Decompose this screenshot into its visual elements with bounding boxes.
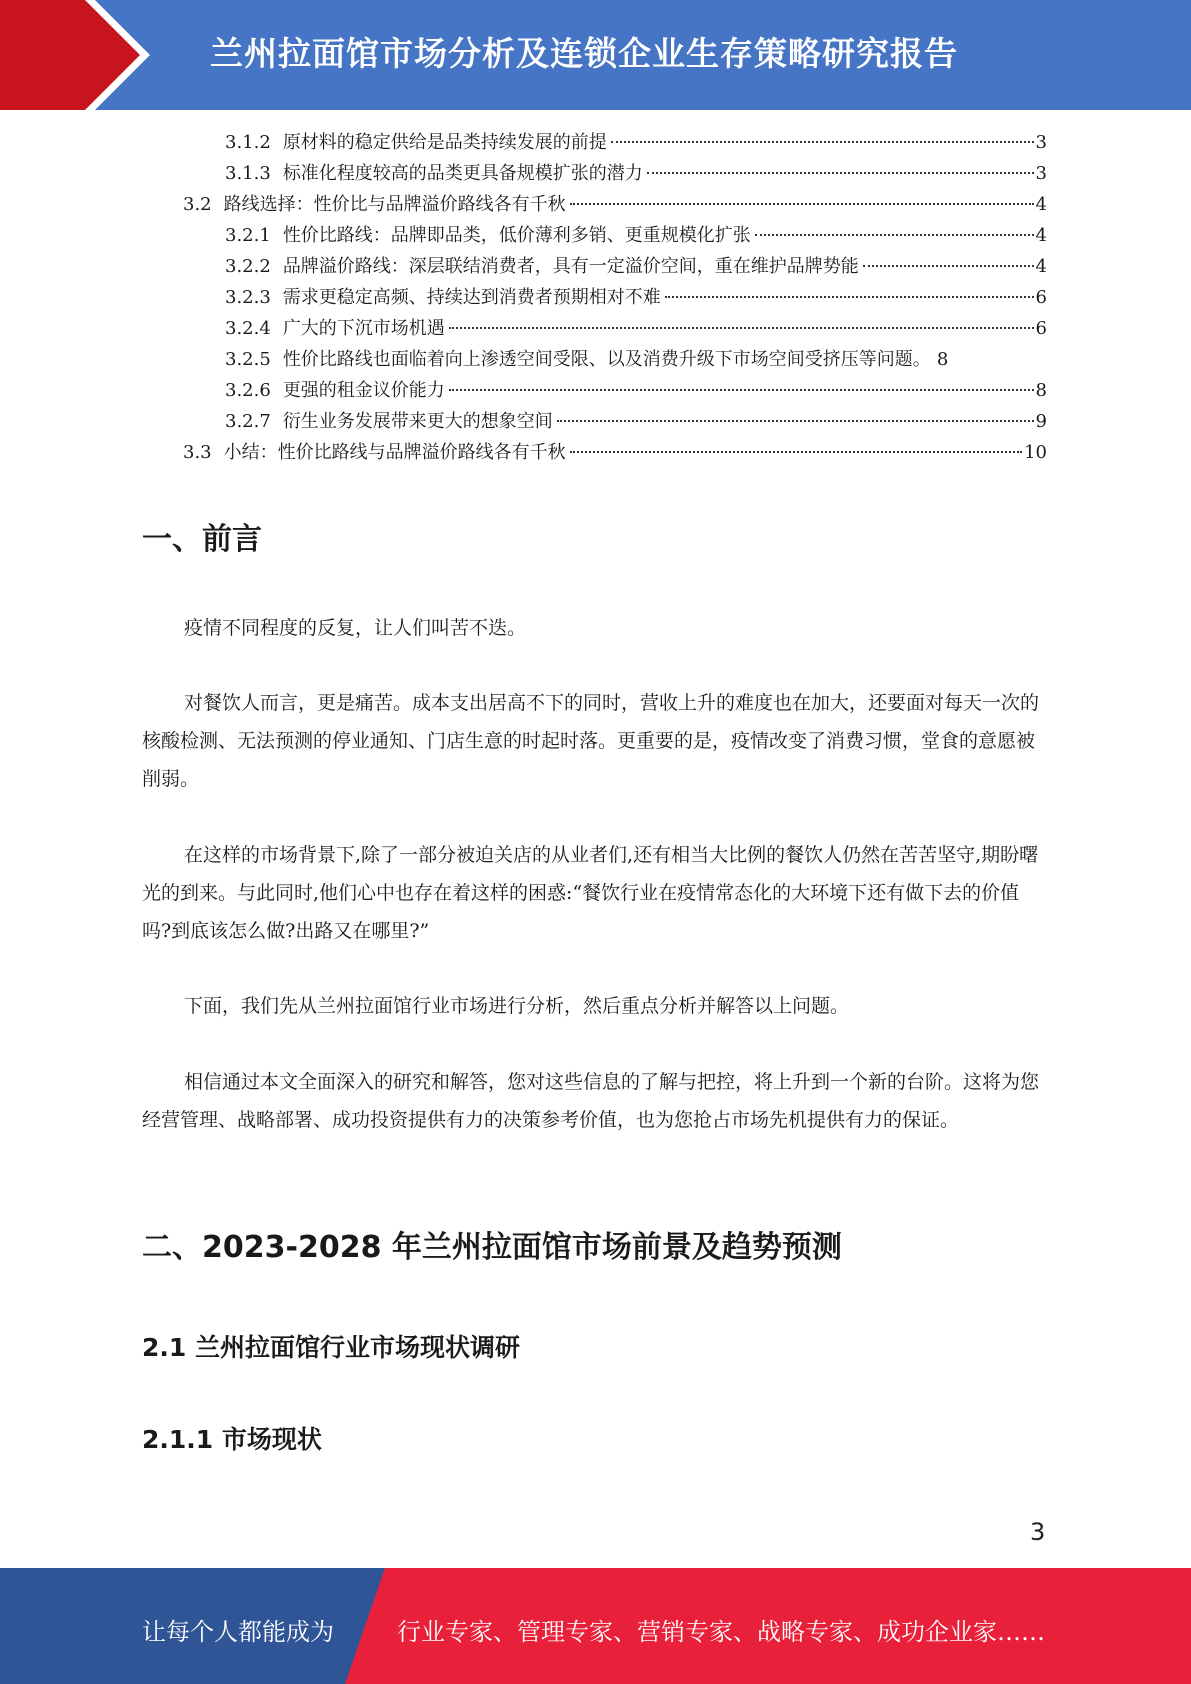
footer-slogan-left: 让每个人都能成为	[142, 1618, 334, 1646]
toc-text: 品牌溢价路线：深层联结消费者，具有一定溢价空间，重在维护品牌势能	[282, 256, 859, 277]
toc-number: 3.2.1	[225, 225, 271, 246]
toc-number: 3.2.2	[225, 256, 271, 277]
toc-number: 3.2.5	[225, 349, 271, 370]
toc-page: 3	[1035, 163, 1047, 184]
section-heading-forecast: 二、2023-2028 年兰州拉面馆市场前景及趋势预测	[142, 1230, 842, 1265]
red-arrow-decoration	[0, 0, 160, 110]
toc-text: 路线选择：性价比与品牌溢价路线各有千秋	[223, 194, 566, 215]
subsubsection-heading: 2.1.1 市场现状	[142, 1425, 322, 1454]
toc-leader	[611, 141, 1034, 143]
toc-number: 3.1.3	[225, 163, 271, 184]
subsection-heading: 2.1 兰州拉面馆行业市场现状调研	[142, 1333, 520, 1362]
toc-leader	[557, 420, 1034, 422]
toc-entry[interactable]	[225, 406, 1047, 437]
toc-text: 原材料的稳定供给是品类持续发展的前提	[282, 132, 607, 153]
toc-entry[interactable]	[225, 127, 1047, 158]
section-heading-preface: 一、前言	[142, 522, 262, 557]
toc-number: 3.1.2	[225, 132, 271, 153]
toc-text: 更强的租金议价能力	[282, 380, 445, 401]
report-title: 兰州拉面馆市场分析及连锁企业生存策略研究报告	[210, 34, 958, 73]
toc-leader	[647, 172, 1034, 174]
toc-entry[interactable]	[225, 344, 1047, 375]
toc-text: 衍生业务发展带来更大的想象空间	[282, 411, 553, 432]
toc-leader	[570, 451, 1022, 453]
toc-leader	[449, 389, 1034, 391]
toc-entry[interactable]	[225, 375, 1047, 406]
toc-text: 小结：性价比路线与品牌溢价路线各有千秋	[223, 442, 566, 463]
toc-text: 需求更稳定高频、持续达到消费者预期相对不难	[282, 287, 661, 308]
toc-text: 广大的下沉市场机遇	[282, 318, 445, 339]
toc-page: 8	[936, 349, 949, 370]
toc-page: 9	[1035, 411, 1047, 432]
toc-number: 3.2.3	[225, 287, 271, 308]
toc-leader	[863, 265, 1034, 267]
report-footer	[0, 1568, 1191, 1684]
paragraph: 下面，我们先从兰州拉面馆行业市场进行分析，然后重点分析并解答以上问题。	[184, 995, 850, 1017]
toc-entry[interactable]	[225, 220, 1047, 251]
toc-number: 3.2.6	[225, 380, 271, 401]
paragraph: 对餐饮人而言，更是痛苦。成本支出居高不下的同时，营收上升的难度也在加大，还要面对每天一次的核酸检测、无法预测的停业通知、门店生意的时起时落。更重要的是，疫情改变了消费习惯，堂食的意愿被削弱。	[142, 692, 1040, 790]
toc-page: 4	[1035, 256, 1047, 277]
paragraph: 相信通过本文全面深入的研究和解答，您对这些信息的了解与把控，将上升到一个新的台阶。这将为您经营管理、战略部署、成功投资提供有力的决策参考价值，也为您抢占市场先机提供有力的保证。	[142, 1071, 1040, 1131]
toc-page: 4	[1035, 194, 1047, 215]
toc-number: 3.2.4	[225, 318, 271, 339]
toc-number: 3.2.7	[225, 411, 271, 432]
footer-slogan-right: 行业专家、管理专家、营销专家、战略专家、成功企业家……	[397, 1618, 1045, 1646]
toc-text: 性价比路线：品牌即品类，低价薄利多销、更重规模化扩张	[282, 225, 751, 246]
toc-entry[interactable]	[225, 251, 1047, 282]
toc-entry[interactable]	[225, 282, 1047, 313]
toc-leader	[665, 296, 1034, 298]
toc-entry[interactable]	[183, 189, 1047, 220]
toc-number: 3.2	[183, 194, 212, 215]
toc-number: 3.3	[183, 442, 212, 463]
toc-text: 性价比路线也面临着向上渗透空间受限、以及消费升级下市场空间受挤压等问题。	[282, 349, 931, 370]
toc-page: 3	[1035, 132, 1047, 153]
toc-page: 6	[1035, 318, 1047, 339]
paragraph: 在这样的市场背景下,除了一部分被迫关店的从业者们,还有相当大比例的餐饮人仍然在苦苦坚守,期盼曙光的到来。与此同时,他们心中也存在着这样的困惑:“餐饮行业在疫情常态化的大环境下还有做下去的价值吗?到底该怎么做?出路又在哪里?”	[142, 844, 1039, 942]
toc-entry[interactable]	[225, 313, 1047, 344]
toc-leader	[755, 234, 1034, 236]
toc-leader	[449, 327, 1034, 329]
toc-leader	[570, 203, 1034, 205]
toc-page: 6	[1035, 287, 1047, 308]
toc-entry[interactable]	[225, 158, 1047, 189]
toc-entry[interactable]	[183, 437, 1047, 468]
toc-text: 标准化程度较高的品类更具备规模扩张的潜力	[282, 163, 643, 184]
paragraph: 疫情不同程度的反复，让人们叫苦不迭。	[184, 617, 527, 639]
page-number: 3	[1030, 1518, 1046, 1546]
toc-page: 8	[1035, 380, 1047, 401]
toc-page: 4	[1035, 225, 1047, 246]
toc-page: 10	[1024, 442, 1047, 463]
report-header	[0, 0, 1191, 110]
